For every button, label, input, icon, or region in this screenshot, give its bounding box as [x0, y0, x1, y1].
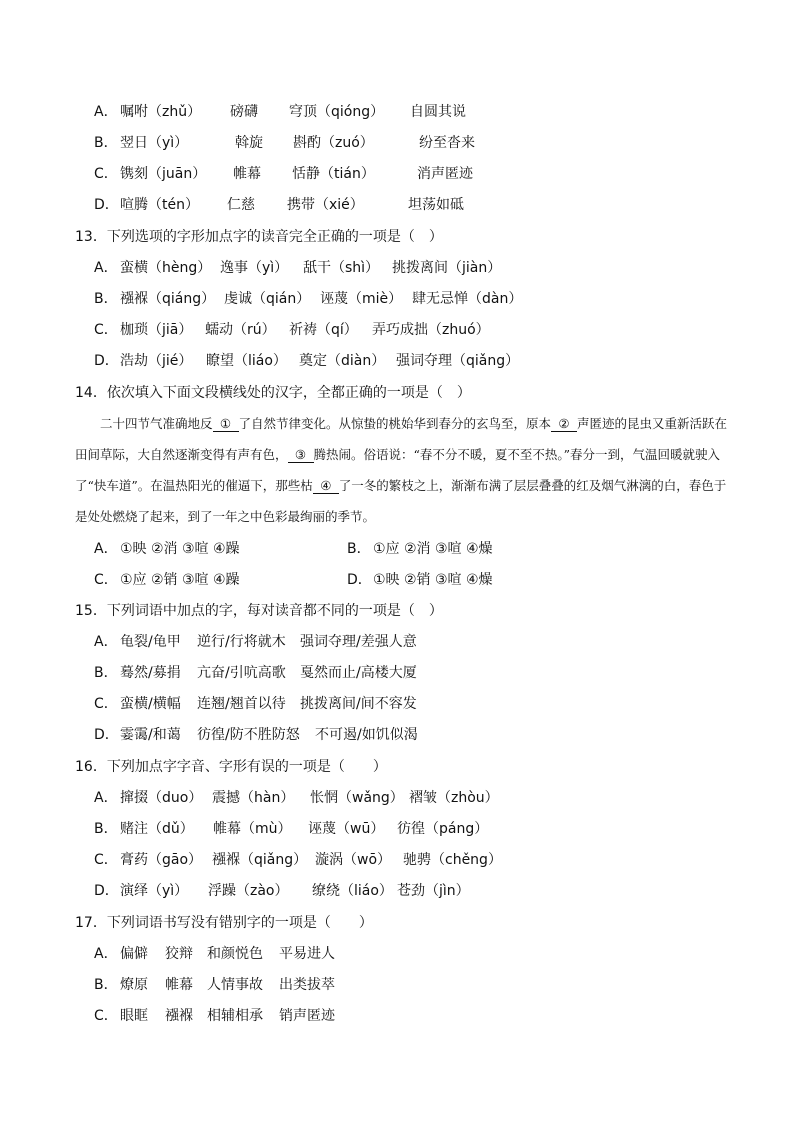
- blank-4: ④: [313, 479, 339, 494]
- blank-3: ③: [288, 448, 314, 463]
- question-14-stem: 14．依次填入下面文段横线处的汉字，全都正确的一项是（ ）: [75, 385, 471, 401]
- question-17-stem: 17．下列词语书写没有错别字的一项是（ ）: [75, 915, 373, 931]
- question-16-stem: 16．下列加点字字音、字形有误的一项是（ ）: [75, 759, 387, 775]
- q14-passage: 二十四节气准确地反 ① 了自然节律变化。从惊蛰的桃始华到春分的玄鸟至，原本 ② 声匿迹的昆虫又重新活跃在田间草际，大自然逐渐变得有声有色， ③ 腾热闹。俗语说：“春不分不暖，夏不至不热。”春分一到，气温回暖就驶入了“快车道”。在温热阳光的催逼下，那些枯 ④ 了一冬的繁枝之上，渐渐布满了层层叠叠的红及烟气淋漓的白，春色于是处处燃烧了起来，到了一年之中色彩最绚丽的季节。: [75, 416, 728, 524]
- blank-1: ①: [213, 417, 239, 432]
- blank-2: ②: [551, 417, 577, 432]
- question-13-stem: 13．下列选项的字形加点字的读音完全正确的一项是（ ）: [75, 229, 443, 245]
- question-15-stem: 15．下列词语中加点的字，每对读音都不同的一项是（ ）: [75, 603, 443, 619]
